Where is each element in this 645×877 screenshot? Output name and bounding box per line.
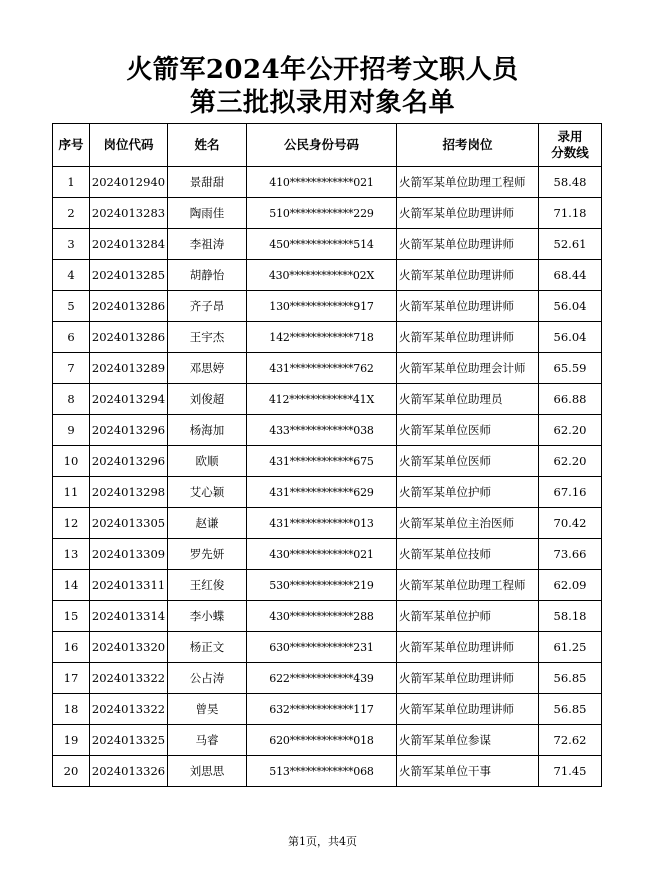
table-row [53,229,602,260]
cell-id-number: 622************439 [247,663,397,694]
cell-position-code: 2024013286 [90,322,168,353]
cell-position-code: 2024013294 [90,384,168,415]
cell-position: 火箭军某单位助理工程师 [397,570,539,601]
cell-position-code: 2024013305 [90,508,168,539]
cell-score: 56.85 [539,663,602,694]
cell-position: 火箭军某单位助理讲师 [397,663,539,694]
cell-position-code: 2024013322 [90,663,168,694]
cell-score: 73.66 [539,539,602,570]
cell-score: 56.04 [539,291,602,322]
cell-name: 胡静怡 [168,260,247,291]
cell-no: 10 [53,446,90,477]
table-row [53,167,602,198]
cell-position: 火箭军某单位助理讲师 [397,198,539,229]
table-row [53,477,602,508]
cell-position-code: 2024013314 [90,601,168,632]
cell-no: 5 [53,291,90,322]
cell-score: 67.16 [539,477,602,508]
cell-no: 4 [53,260,90,291]
cell-name: 陶雨佳 [168,198,247,229]
cell-position-code: 2024013325 [90,725,168,756]
cell-position: 火箭军某单位干事 [397,756,539,787]
document-title-line2: 第三批拟录用对象名单 [189,88,455,118]
cell-name: 刘俊超 [168,384,247,415]
table-row [53,663,602,694]
cell-score: 68.44 [539,260,602,291]
cell-position-code: 2024013285 [90,260,168,291]
cell-name: 杨海加 [168,415,247,446]
cell-no: 19 [53,725,90,756]
cell-position: 火箭军某单位助理讲师 [397,694,539,725]
cell-score: 72.62 [539,725,602,756]
cell-position: 火箭军某单位医师 [397,446,539,477]
cell-id-number: 430************02X [247,260,397,291]
cell-no: 1 [53,167,90,198]
cell-no: 17 [53,663,90,694]
cell-score: 62.09 [539,570,602,601]
header-name: 姓名 [168,124,247,167]
page-footer: 第1页，共4页 [288,835,357,848]
table-row [53,632,602,663]
cell-score: 58.18 [539,601,602,632]
cell-id-number: 431************675 [247,446,397,477]
cell-no: 2 [53,198,90,229]
cell-id-number: 630************231 [247,632,397,663]
table-row [53,539,602,570]
cell-position: 火箭军某单位助理会计师 [397,353,539,384]
cell-position: 火箭军某单位护师 [397,601,539,632]
cell-position: 火箭军某单位助理讲师 [397,291,539,322]
table-row [53,756,602,787]
cell-position-code: 2024013320 [90,632,168,663]
header-score [539,124,602,167]
cell-score: 56.04 [539,322,602,353]
table-row [53,508,602,539]
cell-score: 71.18 [539,198,602,229]
cell-score: 58.48 [539,167,602,198]
cell-id-number: 632************117 [247,694,397,725]
cell-score: 65.59 [539,353,602,384]
cell-id-number: 430************288 [247,601,397,632]
cell-position-code: 2024012940 [90,167,168,198]
table-row [53,446,602,477]
cell-name: 景甜甜 [168,167,247,198]
cell-no: 7 [53,353,90,384]
cell-position-code: 2024013298 [90,477,168,508]
cell-position-code: 2024013311 [90,570,168,601]
cell-position: 火箭军某单位助理讲师 [397,229,539,260]
cell-name: 王宇杰 [168,322,247,353]
cell-id-number: 620************018 [247,725,397,756]
cell-id-number: 142************718 [247,322,397,353]
header-position: 招考岗位 [397,124,539,167]
cell-name: 王红俊 [168,570,247,601]
cell-no: 18 [53,694,90,725]
cell-id-number: 450************514 [247,229,397,260]
cell-position-code: 2024013296 [90,446,168,477]
table-row [53,384,602,415]
cell-position: 火箭军某单位护师 [397,477,539,508]
cell-no: 8 [53,384,90,415]
cell-id-number: 510************229 [247,198,397,229]
cell-position: 火箭军某单位主治医师 [397,508,539,539]
cell-position-code: 2024013284 [90,229,168,260]
header-no: 序号 [53,124,90,167]
cell-name: 刘思思 [168,756,247,787]
cell-position: 火箭军某单位助理讲师 [397,322,539,353]
cell-name: 艾心颖 [168,477,247,508]
cell-no: 20 [53,756,90,787]
cell-no: 15 [53,601,90,632]
table-row [53,725,602,756]
cell-score: 56.85 [539,694,602,725]
cell-name: 杨正文 [168,632,247,663]
cell-name: 欧顺 [168,446,247,477]
header-score-line1: 录用 [557,129,583,144]
cell-id-number: 431************013 [247,508,397,539]
cell-position: 火箭军某单位技师 [397,539,539,570]
document-title-line1: 火箭军2024年公开招考文职人员 [126,55,519,85]
cell-position-code: 2024013296 [90,415,168,446]
cell-no: 9 [53,415,90,446]
cell-score: 71.45 [539,756,602,787]
cell-name: 马睿 [168,725,247,756]
cell-position-code: 2024013322 [90,694,168,725]
table-row [53,694,602,725]
cell-position: 火箭军某单位医师 [397,415,539,446]
cell-no: 13 [53,539,90,570]
table-row [53,198,602,229]
cell-position-code: 2024013326 [90,756,168,787]
table-row [53,291,602,322]
cell-id-number: 430************021 [247,539,397,570]
cell-no: 14 [53,570,90,601]
cell-score: 70.42 [539,508,602,539]
cell-name: 李祖涛 [168,229,247,260]
cell-id-number: 130************917 [247,291,397,322]
cell-position: 火箭军某单位助理讲师 [397,632,539,663]
cell-score: 66.88 [539,384,602,415]
candidate-table [52,123,602,787]
cell-position-code: 2024013309 [90,539,168,570]
cell-id-number: 410************021 [247,167,397,198]
header-position-code: 岗位代码 [90,124,168,167]
cell-id-number: 431************762 [247,353,397,384]
table-row [53,260,602,291]
cell-name: 邓思婷 [168,353,247,384]
cell-position: 火箭军某单位助理员 [397,384,539,415]
cell-id-number: 530************219 [247,570,397,601]
cell-position-code: 2024013283 [90,198,168,229]
cell-name: 齐子昂 [168,291,247,322]
cell-no: 11 [53,477,90,508]
cell-no: 12 [53,508,90,539]
cell-score: 62.20 [539,446,602,477]
cell-id-number: 431************629 [247,477,397,508]
cell-position-code: 2024013289 [90,353,168,384]
table-row [53,415,602,446]
cell-name: 赵谦 [168,508,247,539]
cell-id-number: 513************068 [247,756,397,787]
cell-name: 罗先妍 [168,539,247,570]
cell-name: 李小蝶 [168,601,247,632]
table-header-row [53,124,602,167]
cell-score: 62.20 [539,415,602,446]
table-row [53,601,602,632]
cell-score: 52.61 [539,229,602,260]
cell-score: 61.25 [539,632,602,663]
cell-id-number: 412************41X [247,384,397,415]
cell-position: 火箭军某单位参谋 [397,725,539,756]
cell-position: 火箭军某单位助理讲师 [397,260,539,291]
cell-no: 3 [53,229,90,260]
table-row [53,322,602,353]
cell-no: 16 [53,632,90,663]
table-row [53,570,602,601]
cell-id-number: 433************038 [247,415,397,446]
cell-name: 曾昊 [168,694,247,725]
table-row [53,353,602,384]
header-score-line2: 分数线 [551,145,589,160]
header-id-number: 公民身份号码 [247,124,397,167]
cell-position: 火箭军某单位助理工程师 [397,167,539,198]
cell-no: 6 [53,322,90,353]
cell-position-code: 2024013286 [90,291,168,322]
cell-name: 公占涛 [168,663,247,694]
